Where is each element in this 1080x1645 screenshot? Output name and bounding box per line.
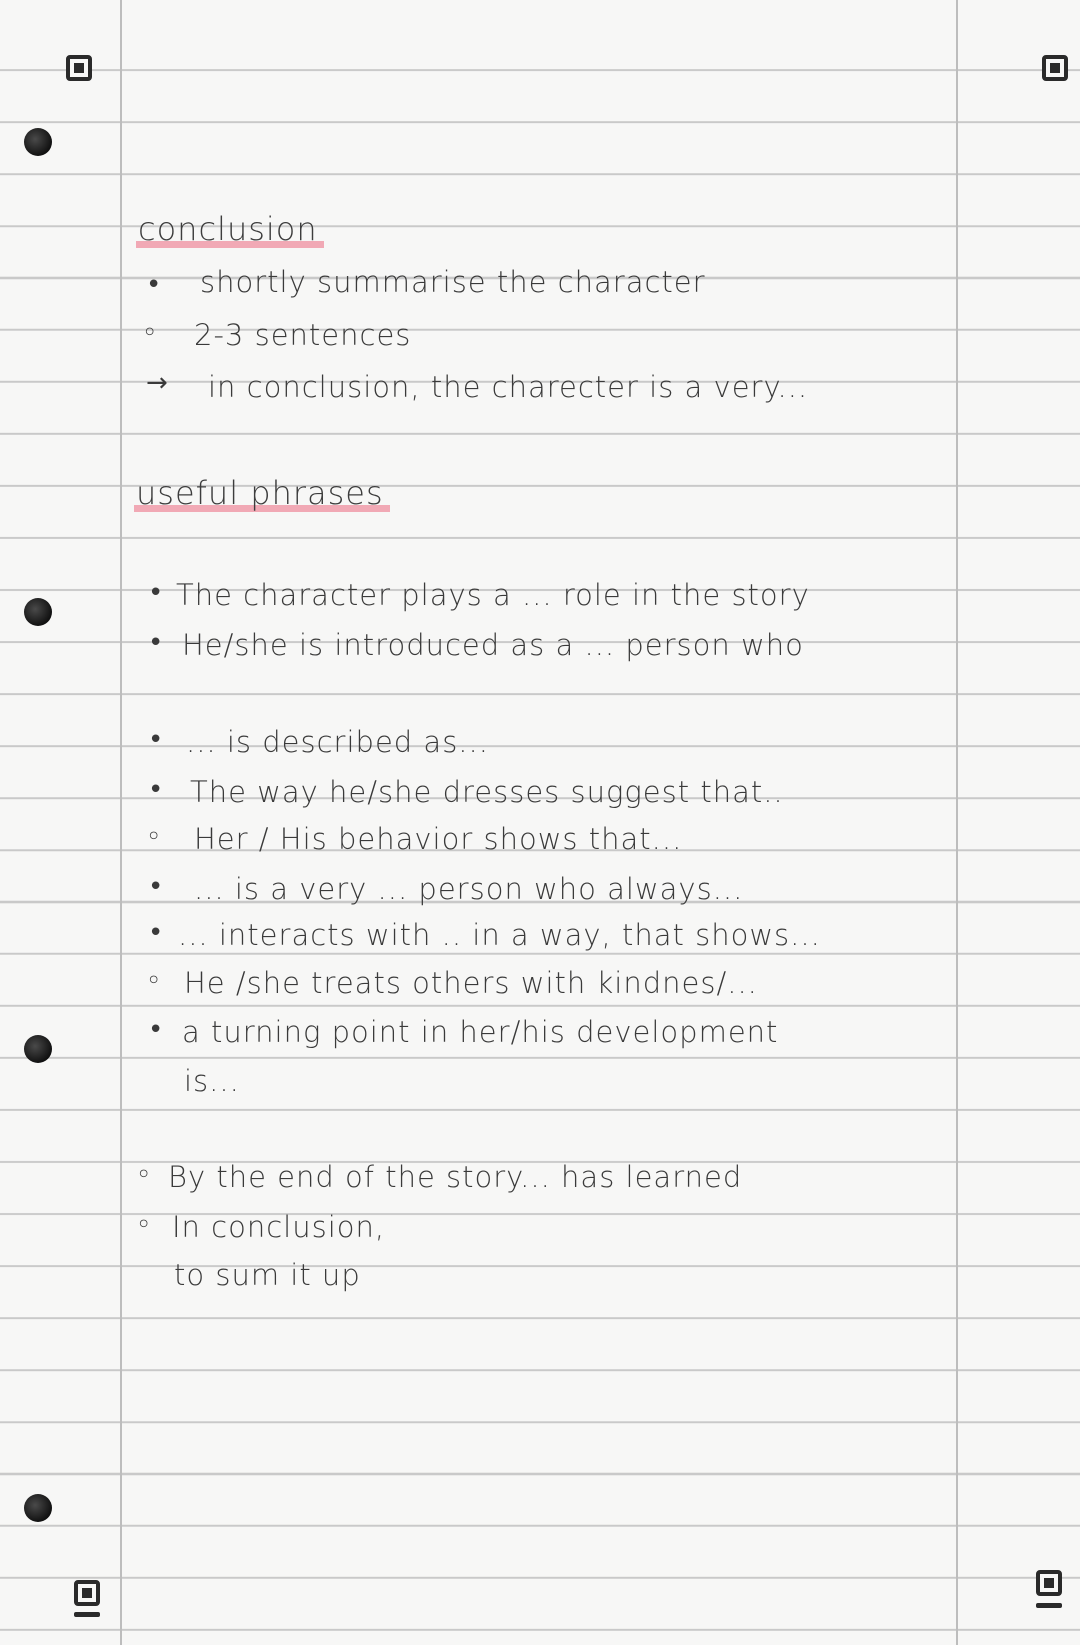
list-item: ... is a very ... person who always... [194, 872, 744, 906]
list-item: By the end of the story... has learned [168, 1160, 743, 1194]
list-item: The way he/she dresses suggest that.. [190, 775, 784, 809]
corner-marker-icon [74, 1580, 100, 1606]
list-item: He /she treats others with kindnes/... [184, 966, 758, 1000]
list-item: He/she is introduced as a ... person who [182, 628, 804, 662]
bullet-marker: ◦ [136, 1210, 152, 1240]
corner-marker-bar [1036, 1603, 1062, 1608]
bullet-marker: • [146, 270, 162, 300]
corner-marker-icon [1036, 1570, 1062, 1596]
binder-hole [24, 598, 52, 626]
bullet-marker: ◦ [146, 966, 162, 996]
list-item: in conclusion, the charecter is a very... [208, 370, 809, 404]
left-margin-line [120, 0, 122, 1645]
list-item: 2-3 sentences [194, 318, 412, 352]
bullet-marker: • [148, 872, 164, 902]
binder-hole [24, 1035, 52, 1063]
bullet-marker: ◦ [136, 1160, 152, 1190]
section-heading-useful-phrases: useful phrases [134, 474, 390, 512]
binder-hole [24, 128, 52, 156]
arrow-marker: → [146, 368, 168, 398]
bullet-marker: ◦ [146, 822, 162, 852]
bullet-marker: • [148, 725, 164, 755]
bullet-marker: • [148, 1015, 164, 1045]
right-margin-line [956, 0, 958, 1645]
list-item: shortly summarise the character [200, 265, 706, 299]
binder-hole [24, 1494, 52, 1522]
list-item: a turning point in her/his development [182, 1015, 779, 1049]
bullet-marker: • [148, 628, 164, 658]
list-item: ... is described as... [186, 725, 489, 759]
corner-marker-icon [66, 55, 92, 81]
bullet-marker: • [148, 578, 164, 608]
list-item: In conclusion, [172, 1210, 386, 1244]
section-heading-conclusion: conclusion [136, 210, 324, 248]
corner-marker-icon [1042, 55, 1068, 81]
bullet-marker: • [148, 918, 164, 948]
bullet-marker: ◦ [142, 318, 158, 348]
list-item: ... interacts with .. in a way, that shows... [178, 918, 821, 952]
list-item-continuation: is... [184, 1064, 240, 1098]
list-item: Her / His behavior shows that... [194, 822, 683, 856]
list-item-continuation: to sum it up [174, 1258, 361, 1292]
bullet-marker: • [148, 775, 164, 805]
corner-marker-bar [74, 1612, 100, 1617]
list-item: The character plays a ... role in the story [176, 578, 810, 612]
